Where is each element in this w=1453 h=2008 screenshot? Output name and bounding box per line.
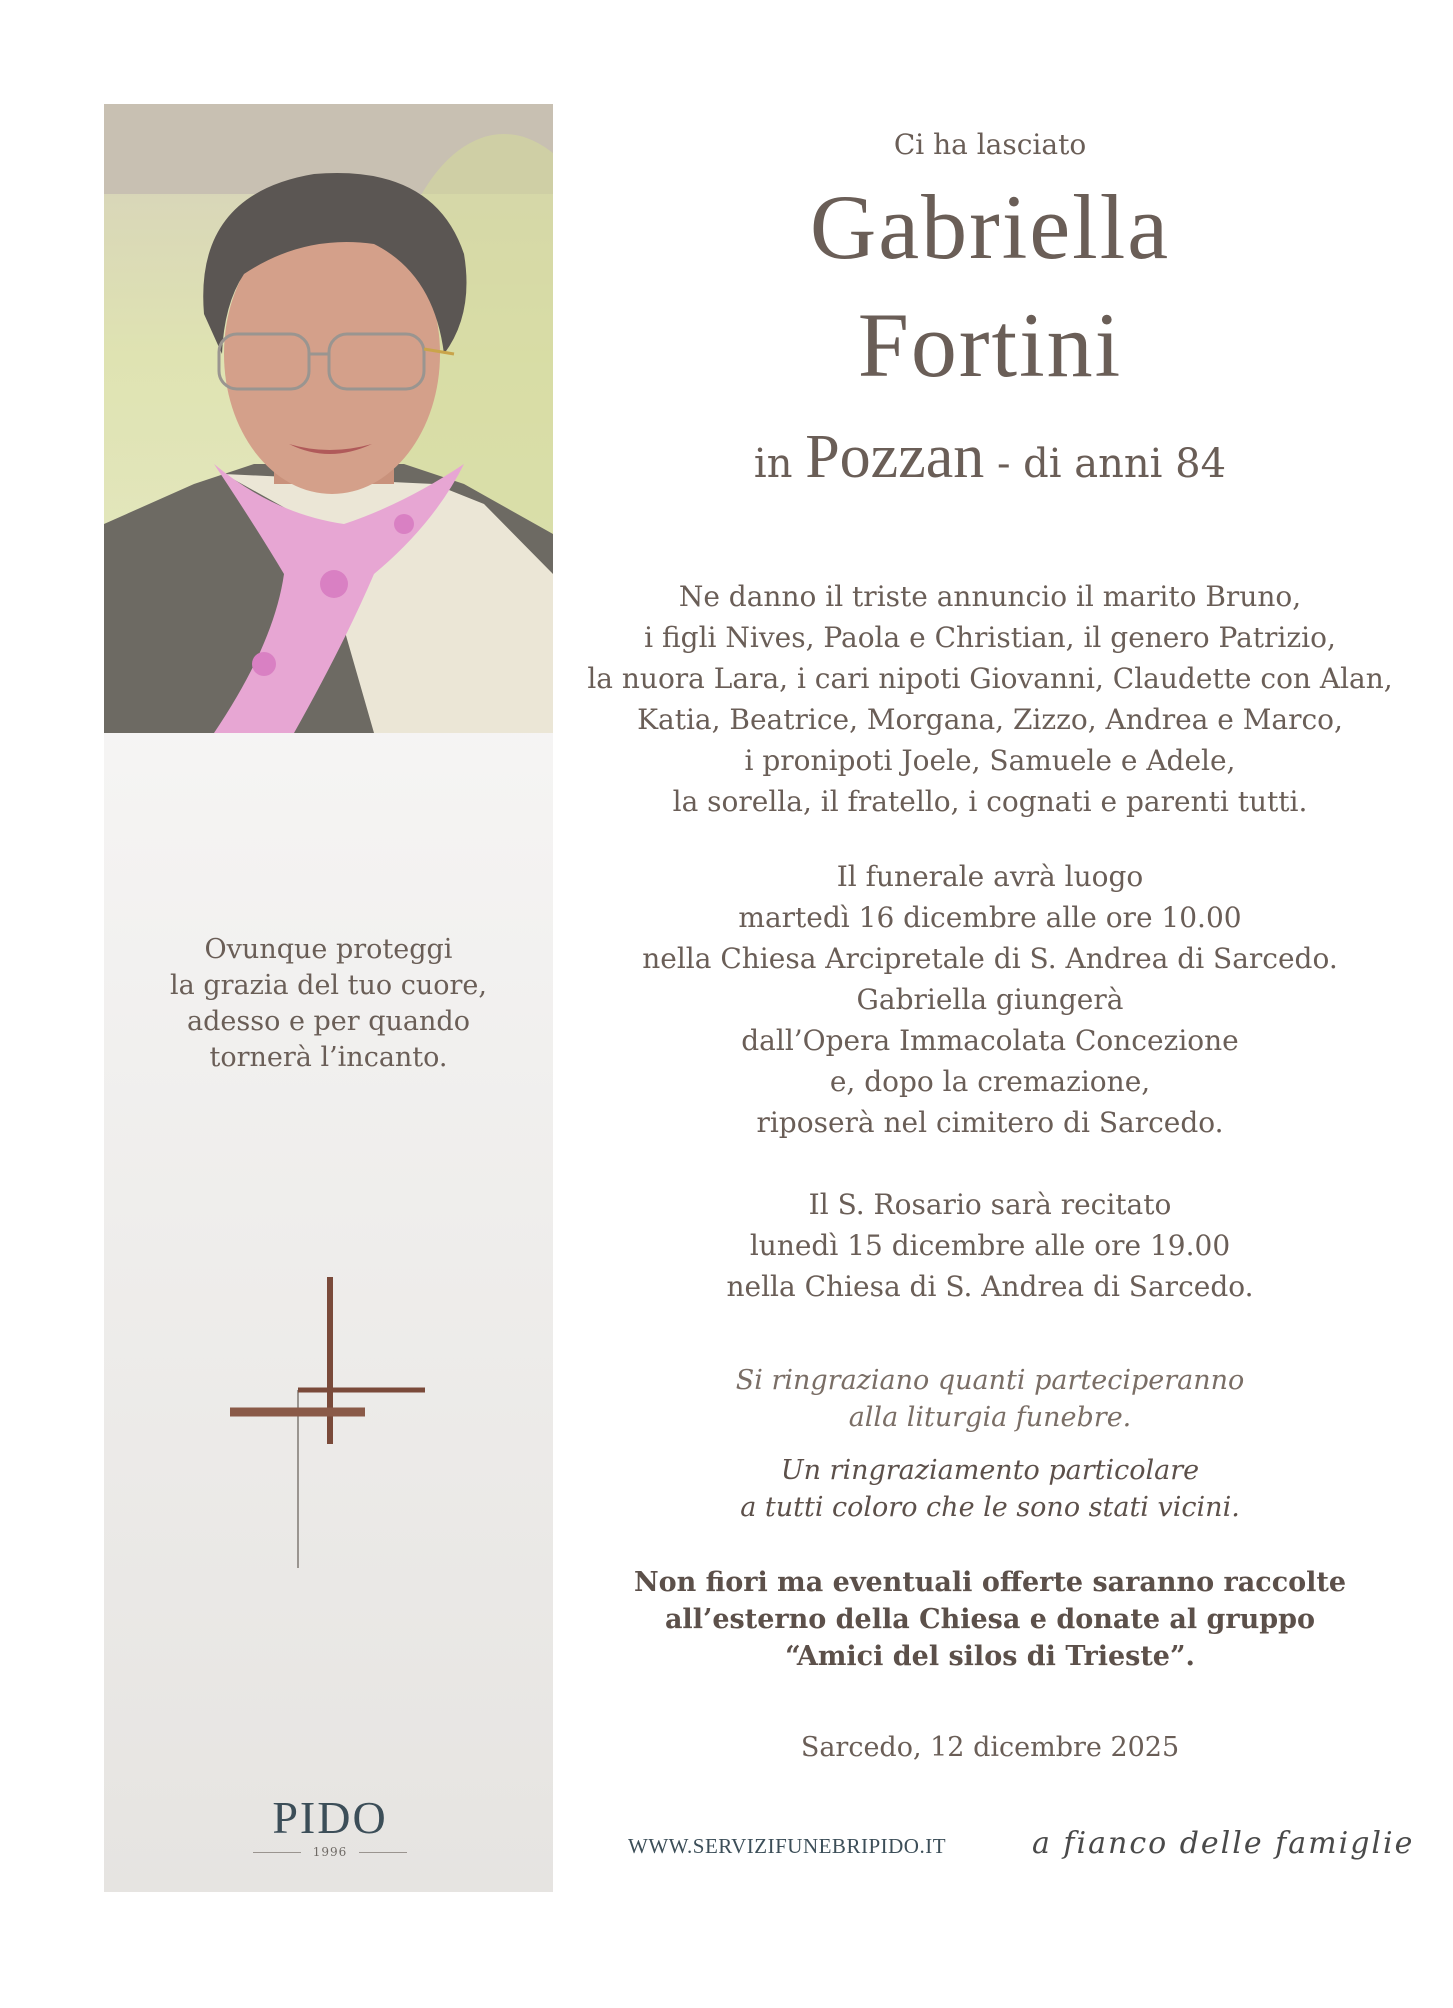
- funeral-line: dall’Opera Immacolata Concezione: [741, 1024, 1239, 1057]
- logo-word: PIDO: [272, 1792, 388, 1843]
- announcement-line: la nuora Lara, i cari nipoti Giovanni, Claudette con Alan,: [587, 662, 1393, 695]
- thanks-line: Si ringraziano quanti parteciperanno: [735, 1365, 1245, 1396]
- announcement-line: Katia, Beatrice, Morgana, Zizzo, Andrea e Marco,: [637, 703, 1343, 736]
- website-link[interactable]: WWW.SERVIZIFUNEBRIPIDO.IT: [628, 1834, 947, 1858]
- rosary-paragraph: [580, 1184, 1400, 1307]
- funeral-line: Gabriella giungerà: [856, 983, 1124, 1016]
- poem-line: adesso e per quando: [187, 1006, 470, 1037]
- announcement-line: i figli Nives, Paola e Christian, il genero Patrizio,: [644, 621, 1336, 654]
- rosary-line: nella Chiesa di S. Andrea di Sarcedo.: [726, 1270, 1254, 1303]
- intro-text: Ci ha lasciato: [893, 128, 1087, 161]
- maiden-surname: Pozzan: [805, 423, 985, 491]
- poem-line: tornerà l’incanto.: [209, 1042, 448, 1073]
- maiden-line: [580, 422, 1400, 493]
- funeral-line: nella Chiesa Arcipretale di S. Andrea di Sarcedo.: [642, 942, 1338, 975]
- funeral-line: Il funerale avrà luogo: [836, 860, 1144, 893]
- announcement-line: i pronipoti Joele, Samuele e Adele,: [744, 744, 1236, 777]
- rosary-line: lunedì 15 dicembre alle ore 19.00: [749, 1229, 1231, 1262]
- maiden-prefix: in: [753, 441, 793, 487]
- cross-icon: [220, 1272, 440, 1572]
- rosary-line: Il S. Rosario sarà recitato: [808, 1188, 1172, 1221]
- flowers-line: Non fiori ma eventuali offerte saranno raccolte: [633, 1567, 1347, 1598]
- poem: [104, 932, 553, 1076]
- poem-line: la grazia del tuo cuore,: [170, 970, 487, 1001]
- pido-logo: [245, 1792, 415, 1859]
- portrait-illustration: [104, 104, 553, 733]
- age-text: - di anni 84: [996, 441, 1227, 487]
- flowers-line: “Amici del silos di Trieste”.: [785, 1641, 1195, 1672]
- tagline: a fianco delle famiglie: [1032, 1826, 1415, 1861]
- logo-year: 1996: [245, 1845, 415, 1859]
- deceased-name: [580, 168, 1400, 404]
- flowers-line: all’esterno della Chiesa e donate al gruppo: [664, 1604, 1316, 1635]
- special-thanks-paragraph: [580, 1452, 1400, 1526]
- thanks-line: alla liturgia funebre.: [848, 1402, 1132, 1433]
- place-date: Sarcedo, 12 dicembre 2025: [800, 1732, 1180, 1763]
- last-name: Fortini: [857, 294, 1123, 396]
- funeral-line: martedì 16 dicembre alle ore 10.00: [738, 901, 1242, 934]
- funeral-line: e, dopo la cremazione,: [829, 1065, 1151, 1098]
- portrait-photo: [104, 104, 553, 733]
- first-name: Gabriella: [809, 176, 1171, 278]
- special-thanks-line: Un ringraziamento particolare: [780, 1455, 1200, 1486]
- funeral-paragraph: [580, 856, 1400, 1143]
- poem-line: Ovunque proteggi: [204, 934, 453, 965]
- funeral-line: riposerà nel cimitero di Sarcedo.: [756, 1106, 1224, 1139]
- announcement-paragraph: [580, 576, 1400, 822]
- announcement-line: la sorella, il fratello, i cognati e parenti tutti.: [672, 785, 1308, 818]
- announcement-line: Ne danno il triste annuncio il marito Bruno,: [678, 580, 1302, 613]
- flowers-paragraph: [580, 1564, 1400, 1675]
- special-thanks-line: a tutti coloro che le sono stati vicini.: [740, 1492, 1240, 1523]
- thanks-paragraph: [580, 1362, 1400, 1436]
